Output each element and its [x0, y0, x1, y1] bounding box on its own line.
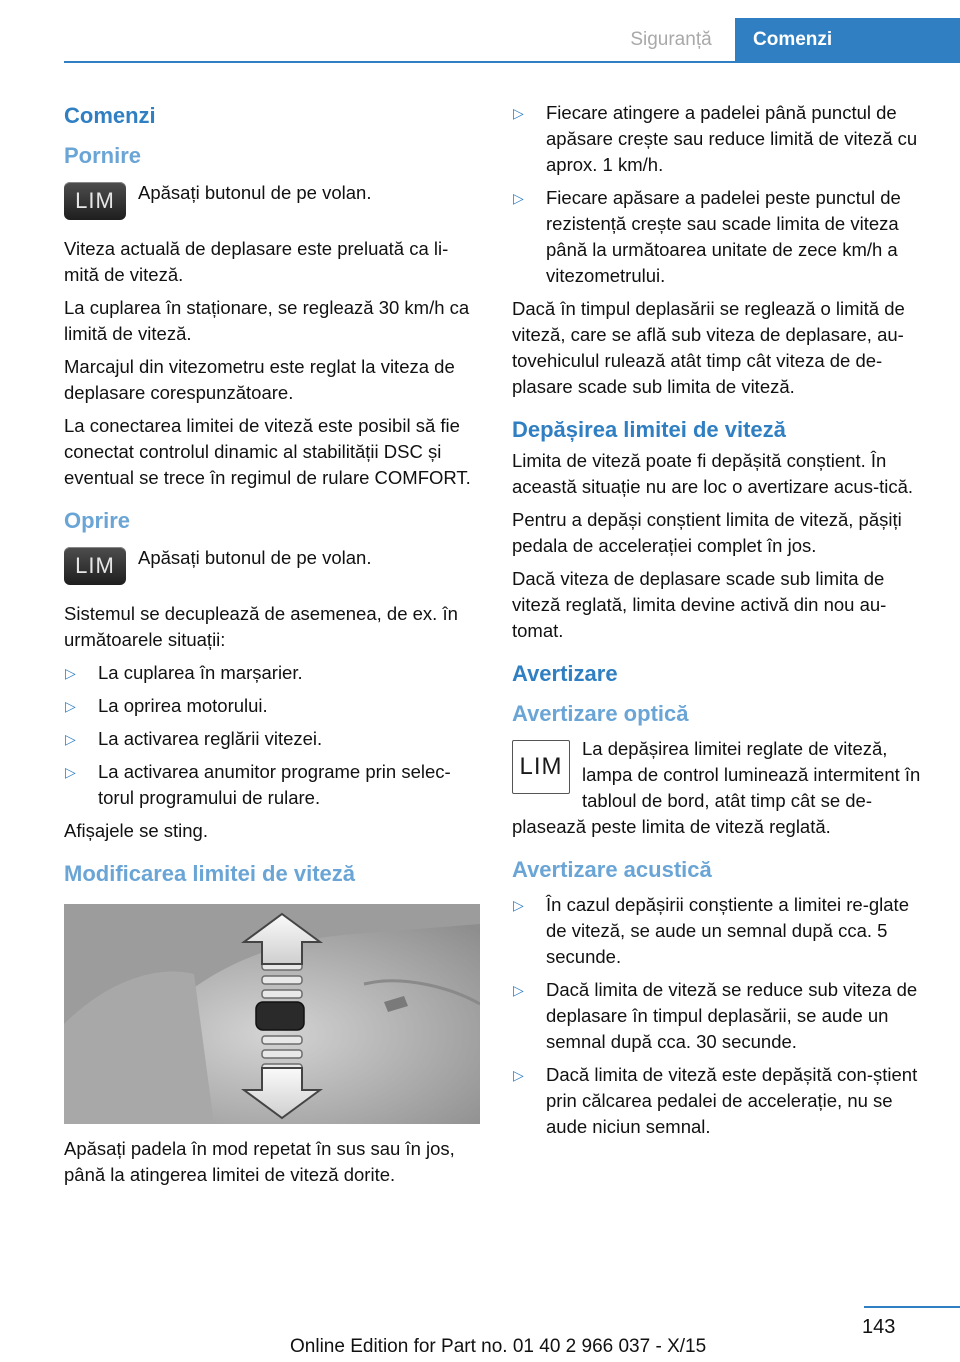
avertizare-acustica-heading: Avertizare acustică [512, 857, 712, 882]
depasire-paragraph: Pentru a depăși conștient limita de viteză, pășiți pedala de accelerației complet în jos. [512, 509, 902, 556]
paddle-list [512, 100, 928, 289]
triangle-bullet-icon: ▷ [65, 698, 76, 714]
oprire-instruction-row [64, 543, 480, 591]
list-item: ▷ La oprirea motorului. [64, 693, 480, 719]
steering-wheel-illustration [64, 904, 480, 1124]
depasire-paragraph: Limita de viteză poate fi depășită conștient. În această situație nu are loc o avertizare acus-tică. [512, 450, 914, 497]
optica-row [512, 736, 928, 840]
modificare-caption: Apăsați padela în mod repetat în sus sau în jos, până la atingerea limitei de viteză dorite. [64, 1138, 455, 1185]
triangle-bullet-icon: ▷ [513, 190, 524, 206]
pornire-instruction: Apăsați butonul de pe volan. [138, 182, 372, 203]
depasire-paragraph: Dacă viteza de deplasare scade sub limita de viteză reglată, limita devine activă din nou au-tomat. [512, 568, 887, 641]
list-item: ▷ Fiecare apăsare a padelei peste punctul de rezistență crește sau scade limita de viteza până la următoarea unitate de zece km/h a vitezometrului. [513, 187, 901, 286]
pornire-paragraph: Marcajul din vitezometru este reglat la viteza de deplasare corespunzătoare. [64, 356, 455, 403]
optica-text: La depășirea limitei reglate de viteză, lampa de control luminează intermitent în tabloul de bord, atât timp cât se de-plasează peste limita de viteză reglată. [512, 738, 921, 837]
triangle-bullet-icon: ▷ [65, 665, 76, 681]
triangle-bullet-icon: ▷ [513, 1067, 524, 1083]
list-item: ▷ În cazul depășirii conștiente a limitei re-glate de viteză, se aude un semnal după cca. 5 secunde. [513, 894, 909, 967]
right-column [512, 100, 928, 1147]
page-title: Comenzi [64, 103, 156, 128]
header-chapter-tab[interactable]: Comenzi [735, 18, 960, 62]
list-item: ▷ La activarea reglării vitezei. [64, 726, 480, 752]
list-item: ▷ La cuplarea în marșarier. [64, 660, 480, 686]
modificare-heading: Modificarea limitei de viteză [64, 861, 355, 886]
oprire-heading: Oprire [64, 508, 131, 533]
pornire-heading: Pornire [64, 143, 142, 168]
list-item: ▷ Dacă limita de viteză se reduce sub viteza de deplasare în timpul deplasării, se aude un semnal după cca. 30 secunde. [513, 979, 918, 1052]
triangle-bullet-icon: ▷ [513, 105, 524, 121]
pornire-paragraph: Viteza actuală de deplasare este preluată ca li-mită de viteză. [64, 238, 449, 285]
list-item: ▷ Fiecare atingere a padelei până punctul de apăsare crește sau reduce limită de viteză cu aprox. 1 km/h. [513, 102, 918, 175]
triangle-bullet-icon: ▷ [65, 764, 76, 780]
pornire-paragraph: La conectarea limitei de viteză este posibil să fie conectat controlul dinamic al stabilității DSC și eventual se trece în regimul de rulare COMFORT. [64, 415, 471, 488]
triangle-bullet-icon: ▷ [65, 731, 76, 747]
lim-button-icon: LIM [64, 182, 126, 220]
depasire-heading: Depășirea limitei de viteză [512, 417, 786, 442]
pornire-paragraph: La cuplarea în staționare, se reglează 30 km/h ca limită de viteză. [64, 297, 470, 344]
page-number: 143 [862, 1316, 896, 1338]
header-section-tab[interactable]: Siguranță [630, 29, 712, 50]
right-paragraph: Dacă în timpul deplasării se reglează o limită de viteză, care se află sub viteza de deplasare, au-tovehiculul rulează atât timp cât viteza de de-plasare scade sub limita de viteză. [512, 298, 905, 397]
online-edition-note: Online Edition for Part no. 01 40 2 966 037 - X/15 [290, 1336, 707, 1357]
oprire-outro: Afișajele se sting. [64, 820, 208, 841]
header-rule [64, 61, 960, 63]
list-item: ▷ Dacă limita de viteză este depășită con-știent prin călcarea pedalei de accelerație, nu se aude niciun semnal. [513, 1064, 918, 1137]
lim-button-icon: LIM [64, 547, 126, 585]
avertizare-heading: Avertizare [512, 661, 618, 686]
oprire-intro: Sistemul se decuplează de asemenea, de ex. în următoarele situații: [64, 603, 458, 650]
avertizare-optica-heading: Avertizare optică [512, 701, 689, 726]
oprire-instruction: Apăsați butonul de pe volan. [138, 547, 372, 568]
oprire-list [64, 660, 480, 811]
acustica-list [512, 892, 928, 1140]
pornire-instruction-row [64, 178, 480, 226]
steering-wheel-paddle-image [64, 904, 480, 1124]
list-item: ▷ La activarea anumitor programe prin selec-torul programului de rulare. [65, 761, 451, 808]
triangle-bullet-icon: ▷ [513, 897, 524, 913]
footer-rule [864, 1306, 960, 1308]
triangle-bullet-icon: ▷ [513, 982, 524, 998]
lim-indicator-icon: LIM [512, 740, 570, 794]
left-column [64, 100, 480, 1195]
